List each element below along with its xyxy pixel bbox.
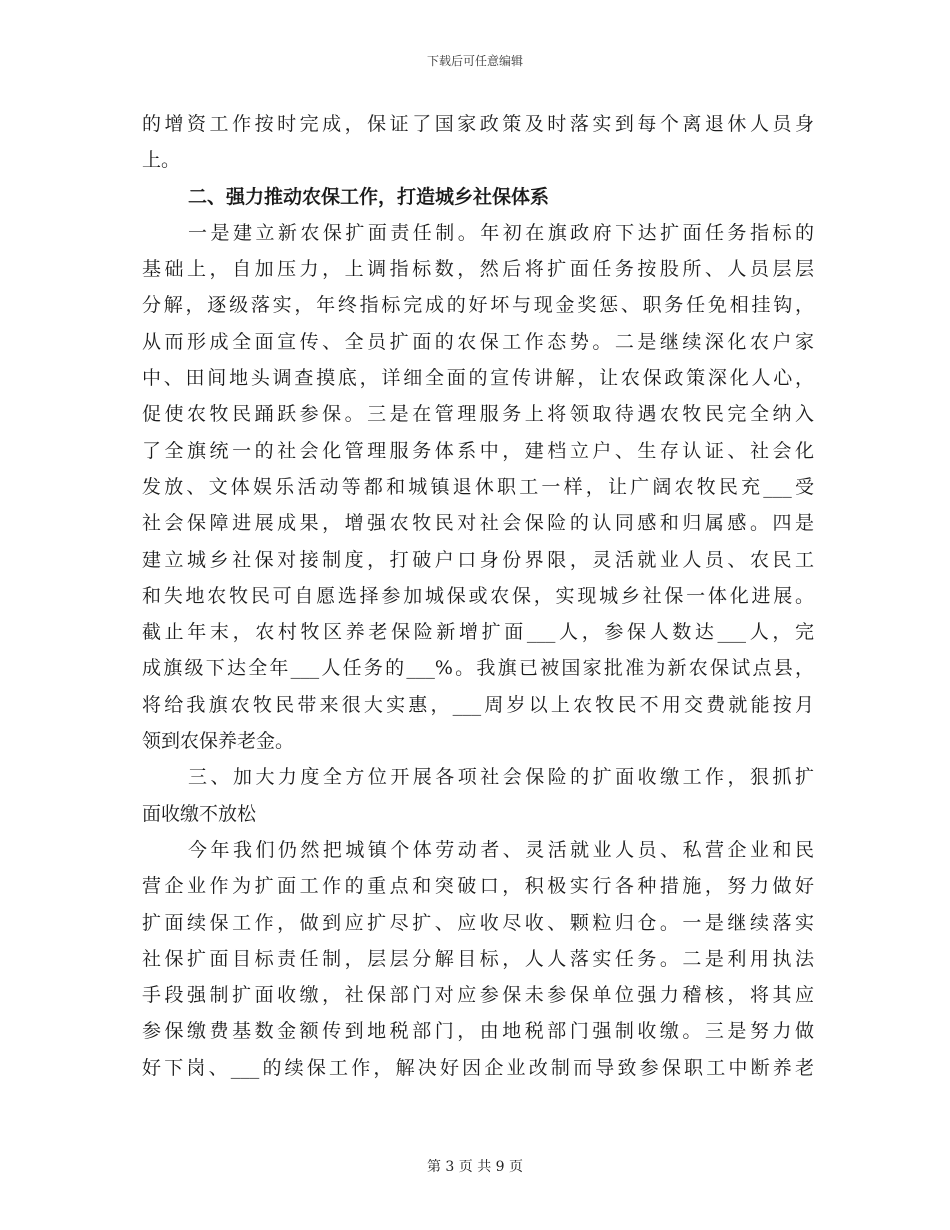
body-line: 发放、文体娱乐活动等都和城镇退休职工一样，让广阔农牧民充___受 [142, 475, 814, 498]
body-line: 参保缴费基数金额传到地税部门，由地税部门强制收缴。三是努力做 [142, 1020, 814, 1043]
body-line: 基础上，自加压力，上调指标数，然后将扩面任务按股所、人员层层 [142, 258, 814, 281]
page-header-note: 下载后可任意编辑 [426, 54, 523, 68]
body-line: 建立城乡社保对接制度，打破户口身份界限，灵活就业人员、农民工 [142, 548, 814, 571]
body-line: 成旗级下达全年___人任务的___%。我旗已被国家批准为新农保试点县， [142, 657, 814, 680]
body-line: 将给我旗农牧民带来很大实惠，___周岁以上农牧民不用交费就能按月 [142, 693, 814, 716]
body-line: 扩面续保工作，做到应扩尽扩、应收尽收、颗粒归仓。一是继续落实 [142, 911, 814, 934]
body-line: 社保扩面目标责任制，层层分解目标，人人落实任务。二是利用执法 [142, 947, 814, 970]
document-body [142, 106, 814, 1086]
section-heading: 三、加大力度全方位开展各项社会保险的扩面收缴工作，狠抓扩 [188, 766, 814, 789]
body-line: 社会保障进展成果，增强农牧民对社会保险的认同感和归属感。四是 [142, 512, 814, 535]
section-heading-cont: 面收缴不放松 [142, 802, 257, 825]
body-line: 了全旗统一的社会化管理服务体系中，建档立户、生存认证、社会化 [142, 439, 814, 462]
body-line: 手段强制扩面收缴，社保部门对应参保未参保单位强力稽核，将其应 [142, 984, 814, 1007]
section-heading: 二、强力推动农保工作，打造城乡社保体系 [188, 185, 550, 208]
body-line: 营企业作为扩面工作的重点和突破口，积极实行各种措施，努力做好 [142, 875, 814, 898]
body-line: 中、田间地头调查摸底，详细全面的宣传讲解，让农保政策深化人心， [142, 367, 814, 390]
body-line: 领到农保养老金。 [142, 730, 295, 753]
page-number: 第 3 页 共 9 页 [426, 1159, 524, 1175]
body-line: 从而形成全面宣传、全员扩面的农保工作态势。二是继续深化农户家 [142, 330, 814, 353]
body-line: 上。 [142, 149, 181, 172]
body-line: 分解，逐级落实，年终指标完成的好坏与现金奖惩、职务任免相挂钩， [142, 294, 814, 317]
body-line: 的增资工作按时完成，保证了国家政策及时落实到每个离退休人员身 [142, 113, 814, 135]
body-line: 和失地农牧民可自愿选择参加城保或农保，实现城乡社保一体化进展。 [142, 584, 814, 607]
paragraph-first-line: 一是建立新农保扩面责任制。年初在旗政府下达扩面任务指标的 [188, 221, 814, 244]
body-line: 截止年末，农村牧区养老保险新增扩面___人，参保人数达___人，完 [142, 621, 814, 644]
paragraph-first-line: 今年我们仍然把城镇个体劳动者、灵活就业人员、私营企业和民 [188, 838, 814, 861]
body-line: 好下岗、___的续保工作，解决好因企业改制而导致参保职工中断养老 [142, 1056, 814, 1079]
body-line: 促使农牧民踊跃参保。三是在管理服务上将领取待遇农牧民完全纳入 [142, 403, 814, 426]
